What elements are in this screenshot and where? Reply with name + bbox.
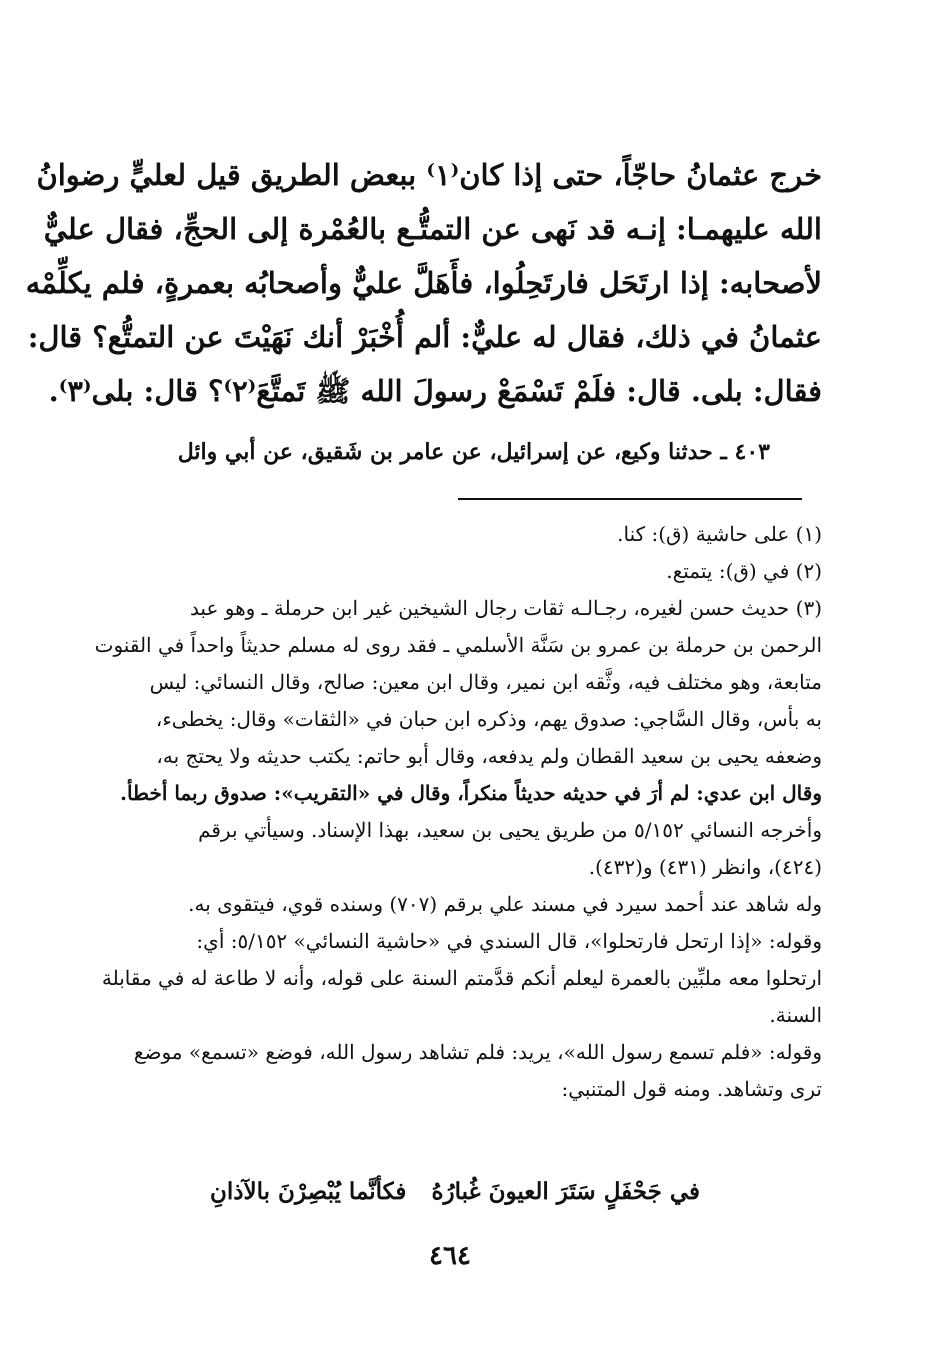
page-number: ٤٦٤ <box>429 1241 471 1271</box>
footnote-line: وأخرجه النسائي ٥/١٥٢ من طريق يحيى بن سعيد، بهذا الإسناد. وسيأتي برقم <box>198 818 822 842</box>
footnote-line: ترى وتشاهد. ومنه قول المتنبي: <box>561 1077 822 1101</box>
main-text-line: لأصحابه: إذا ارتَحَل فارتَحِلُوا، فأَهَلَّ عليٌّ وأصحابُه بعمرةٍ، فلم يكلِّمْه <box>25 266 822 300</box>
verse-second-hemistich: فكأنَّما يُبْصِرْنَ بالآذانِ <box>210 1178 407 1205</box>
footnote-line: وضعفه يحيى بن سعيد القطان ولم يدفعه، وقال أبو حاتم: يكتب حديثه ولا يحتج به، <box>156 744 822 768</box>
hadith-chain-line: ٤٠٣ ـ حدثنا وكيع، عن إسرائيل، عن عامر بن شَقيق، عن أبي وائل <box>177 439 770 465</box>
footnote-line: وقوله: «إذا ارتحل فارتحلوا»، قال السندي في «حاشية النسائي» ٥/١٥٢: أي: <box>196 929 822 953</box>
main-text-line: عثمانُ في ذلك، فقال له عليٌّ: ألم أُخْبَرْ أنك نَهَيْتَ عن التمتُّع؟ قال: <box>27 320 822 354</box>
footnote-line: (٢) في (ق): يتمتع. <box>666 559 822 583</box>
footnote-separator <box>458 498 802 500</box>
footnote-line: (٣) حديث حسن لغيره، رجـالـه ثقات رجال الشيخين غير ابن حرملة ـ وهو عبد <box>189 596 822 620</box>
footnote-line: به بأس، وقال السَّاجي: صدوق يهم، وذكره ابن حبان في «الثقات» وقال: يخطىء، <box>155 707 822 731</box>
footnote-line: وله شاهد عند أحمد سيرد في مسند علي برقم (٧٠٧) وسنده قوي، فيتقوى به. <box>188 892 822 916</box>
footnote-line: ارتحلوا معه ملبِّين بالعمرة ليعلم أنكم قدَّمتم السنة على قوله، وأنه لا طاعة له في مقابلة <box>101 966 822 990</box>
footnote-line: السنة. <box>769 1003 822 1027</box>
footnote-line: (١) على حاشية (ق): كنا. <box>617 522 822 546</box>
footnotes <box>94 516 822 1108</box>
footnote-line: وقال ابن عدي: لم أرَ في حديثه حديثاً منكراً، وقال في «التقريب»: صدوق ربما أخطأ. <box>120 781 822 805</box>
footnote-line: وقوله: «فلم تسمع رسول الله»، يريد: فلم تشاهد رسول الله، فوضع «تسمع» موضع <box>133 1040 822 1064</box>
main-text <box>25 148 822 418</box>
footnote-line: (٤٢٤)، وانظر (٤٣١) و(٤٣٢). <box>588 855 822 879</box>
main-text-line: الله عليهمـا: إنـه قد نَهى عن التمتُّـع بالعُمْرة إلى الحجِّ، فقال عليٌّ <box>43 212 822 246</box>
footnote-line: متابعة، وهو مختلف فيه، وثَّقه ابن نمير، وقال ابن معين: صالح، وقال النسائي: ليس <box>149 670 822 694</box>
footnote-line: الرحمن بن حرملة بن عمرو بن سَنَّة الأسلمي ـ فقد روى له مسلم حديثاً واحداً في القنوت <box>94 633 822 657</box>
poetry-verse <box>210 1170 700 1214</box>
main-text-line: فقال: بلى. قال: فلَمْ تَسْمَعْ رسولَ الله ﷺ تَمتَّعَ⁽٢⁾؟ قال: بلى⁽٣⁾. <box>48 374 822 408</box>
verse-first-hemistich: في جَحْفَلٍ سَتَرَ العيونَ غُبارُهُ <box>431 1178 700 1205</box>
main-text-line: خرج عثمانُ حاجّاً، حتى إذا كان⁽١⁾ ببعض الطريق قيل لعليٍّ رضوانُ <box>36 158 822 192</box>
